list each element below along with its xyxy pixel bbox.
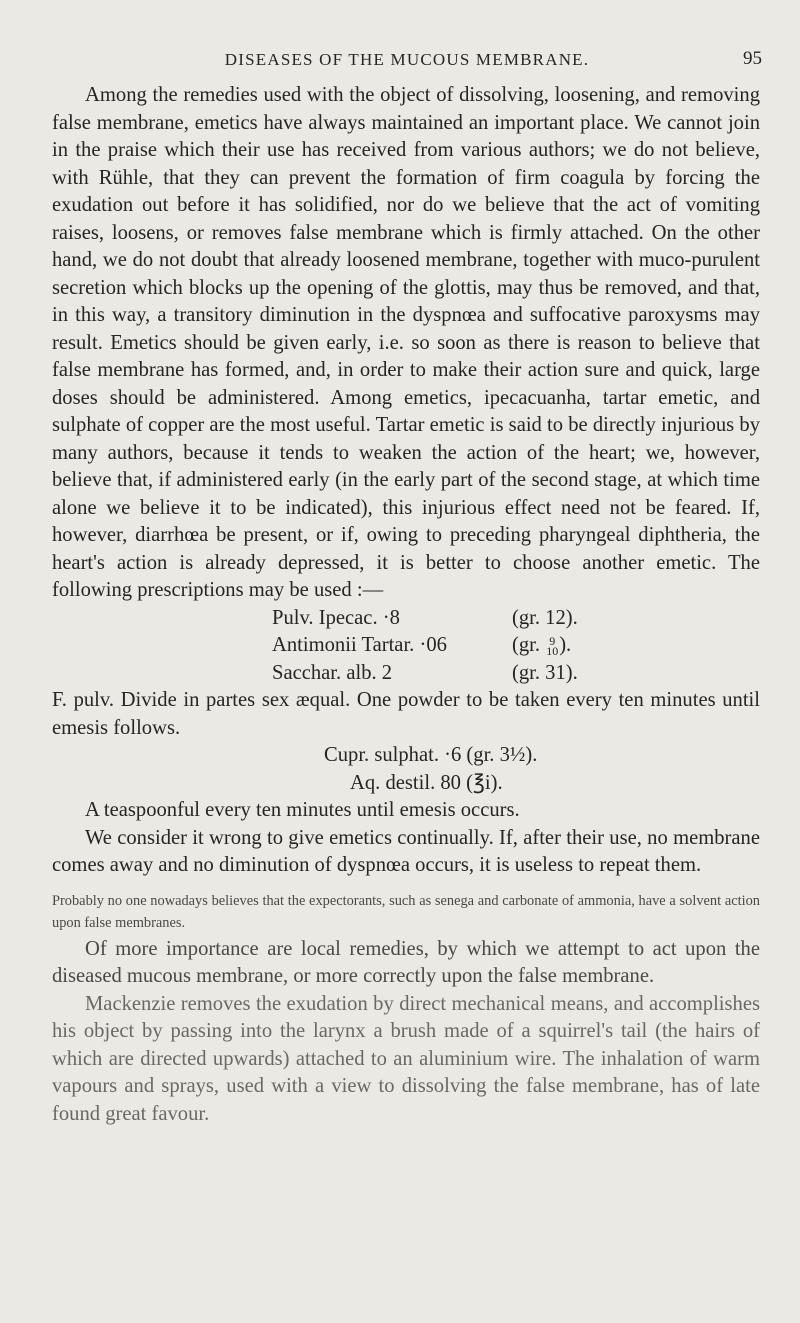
paragraph-directions-teaspoon: A teaspoonful every ten minutes until emesis occurs. bbox=[85, 799, 520, 821]
paragraph-local-remedies: Of more importance are local remedies, by which we attempt to act upon the diseased mucous membrane, or more correctly upon the false membrane. bbox=[52, 937, 760, 987]
drug-line: Cupr. sulphat. ·6 (gr. 3½). bbox=[324, 744, 538, 766]
drug-name: Antimonii Tartar. ·06 bbox=[272, 634, 447, 656]
page-number: 95 bbox=[743, 48, 762, 69]
paragraph-expectorants-note: Probably no one nowadays believes that the expectorants, such as senega and carbonate of ammonia, have a solvent action upon false membranes. bbox=[52, 892, 760, 931]
page-header bbox=[52, 50, 762, 76]
grain-suffix: ). bbox=[559, 634, 572, 656]
prescription-copper bbox=[52, 742, 760, 797]
drug-name: Sacchar. alb. 2 bbox=[272, 661, 393, 684]
grain-dose bbox=[512, 632, 571, 660]
page-body bbox=[52, 82, 760, 1128]
paragraph-directions-powder: F. pulv. Divide in partes sex æqual. One powder to be taken every ten minutes until emesis follows. bbox=[52, 689, 760, 739]
grain-prefix: (gr. bbox=[512, 634, 546, 656]
grain-dose: (gr. 31). bbox=[512, 661, 578, 684]
prescription-line bbox=[324, 770, 760, 798]
drug-line: Aq. destil. 80 (℥i). bbox=[350, 771, 503, 794]
fraction bbox=[546, 634, 559, 659]
prescription-line bbox=[272, 660, 760, 688]
prescription-line bbox=[272, 605, 760, 633]
prescription-ipecac bbox=[52, 605, 760, 688]
fraction-numerator: 9 bbox=[549, 634, 556, 649]
paragraph-emetics-warning: We consider it wrong to give emetics continually. If, after their use, no membrane comes away and no diminution of dyspnœa occurs, it is useless to repeat them. bbox=[52, 826, 760, 876]
grain-dose: (gr. 12). bbox=[512, 606, 578, 629]
running-title: DISEASES OF THE MUCOUS MEMBRANE. bbox=[224, 50, 590, 69]
paragraph-mackenzie: Mackenzie removes the exudation by direct mechanical means, and accomplishes his object by passing into the larynx a brush made of a squirrel's tail (the hairs of which are directed upwards) attached to an aluminium wire. The inhalation of warm vapours and sprays, used with a view to dissolving the false membrane, has of late found great favour. bbox=[52, 992, 760, 1125]
paragraph-emetics: Among the remedies used with the object of dissolving, loosening, and removing false membrane, emetics have always maintained an important place. We cannot join in the praise which their use has received from various authors; we do not believe, with Rühle, that they can prevent the formation of firm coagula by forcing the exudation out before it has solidified, nor do we believe that the act of vomiting raises, loosens, or removes false membrane which is firmly attached. On the other hand, we do not doubt that already loosened membrane, together with muco-purulent secretion which blocks up the opening of the glottis, may thus be removed, and that, in this way, a transitory diminution in the dyspnœa and suffocative paroxysms may result. Emetics should be given early, i.e. so soon as there is reason to believe that false membrane has formed, and, in order to make their action sure and quick, large doses should be administered. Among emetics, ipecacuanha, tartar emetic, and sulphate of copper are the most useful. Tartar emetic is said to be directly injurious by many authors, because it tends to weaken the action of the heart; we, however, believe that, if administered early (in the early part of the second stage, at which time alone we believe it to be indicated), this injurious effect need not be feared. If, however, diarrhœa be present, or if, owing to preceding pharyngeal diphtheria, the heart's action is already depressed, it is better to choose another emetic. The following prescriptions may be used :— bbox=[52, 84, 760, 601]
fraction-denominator: 10 bbox=[546, 644, 559, 659]
prescription-line bbox=[272, 632, 760, 660]
prescription-line bbox=[324, 742, 760, 770]
drug-name: Pulv. Ipecac. ·8 bbox=[272, 606, 400, 629]
